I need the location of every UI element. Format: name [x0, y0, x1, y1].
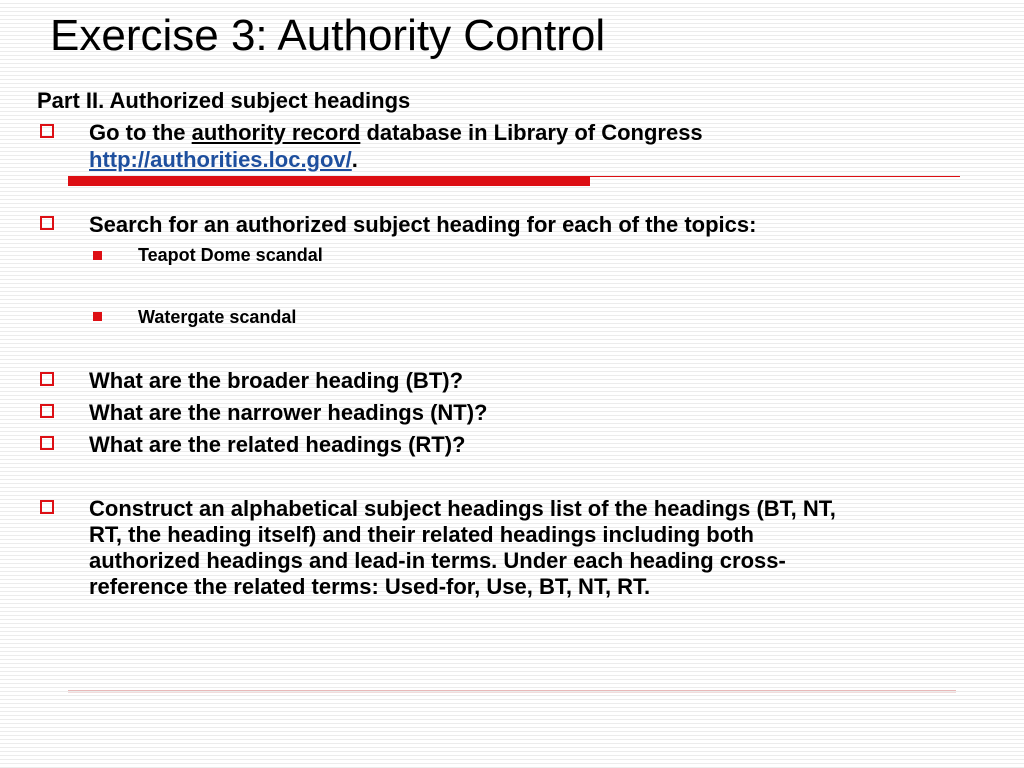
solid-square-bullet-icon — [93, 312, 102, 321]
slide-title: Exercise 3: Authority Control — [50, 11, 606, 60]
hollow-square-bullet-icon — [40, 500, 54, 514]
final-item-line: reference the related terms: Used-for, Use, BT, NT, RT. — [89, 574, 651, 599]
hollow-square-bullet-icon — [40, 216, 54, 230]
question-item: What are the related headings (RT)? — [89, 432, 466, 457]
item-url-line — [89, 147, 358, 173]
question-item: What are the broader heading (BT)? — [89, 368, 464, 393]
hollow-square-bullet-icon — [40, 404, 54, 418]
final-item-line: Construct an alphabetical subject headings list of the headings (BT, NT, — [89, 496, 836, 521]
hollow-square-bullet-icon — [40, 436, 54, 450]
url-suffix: . — [351, 147, 358, 172]
solid-square-bullet-icon — [93, 251, 102, 260]
authority-record-term: authority record — [191, 120, 361, 145]
topic-item: Teapot Dome scandal — [138, 245, 323, 265]
final-item-line: authorized headings and lead-in terms. Under each heading cross- — [89, 548, 786, 573]
final-item-line: RT, the heading itself) and their related headings including both — [89, 522, 754, 547]
item-text-before: Go to the — [89, 120, 192, 145]
part-heading: Part II. Authorized subject headings — [37, 88, 411, 113]
item-search-instruction: Search for an authorized subject heading for each of the topics: — [89, 212, 757, 237]
hollow-square-bullet-icon — [40, 124, 54, 138]
question-item: What are the narrower headings (NT)? — [89, 400, 488, 425]
hollow-square-bullet-icon — [40, 372, 54, 386]
item-text-after: database in Library of Congress — [360, 120, 703, 145]
loc-authorities-link[interactable]: http://authorities.loc.gov/ — [89, 147, 352, 172]
topic-item: Watergate scandal — [138, 307, 297, 327]
item-authority-record — [89, 120, 703, 146]
